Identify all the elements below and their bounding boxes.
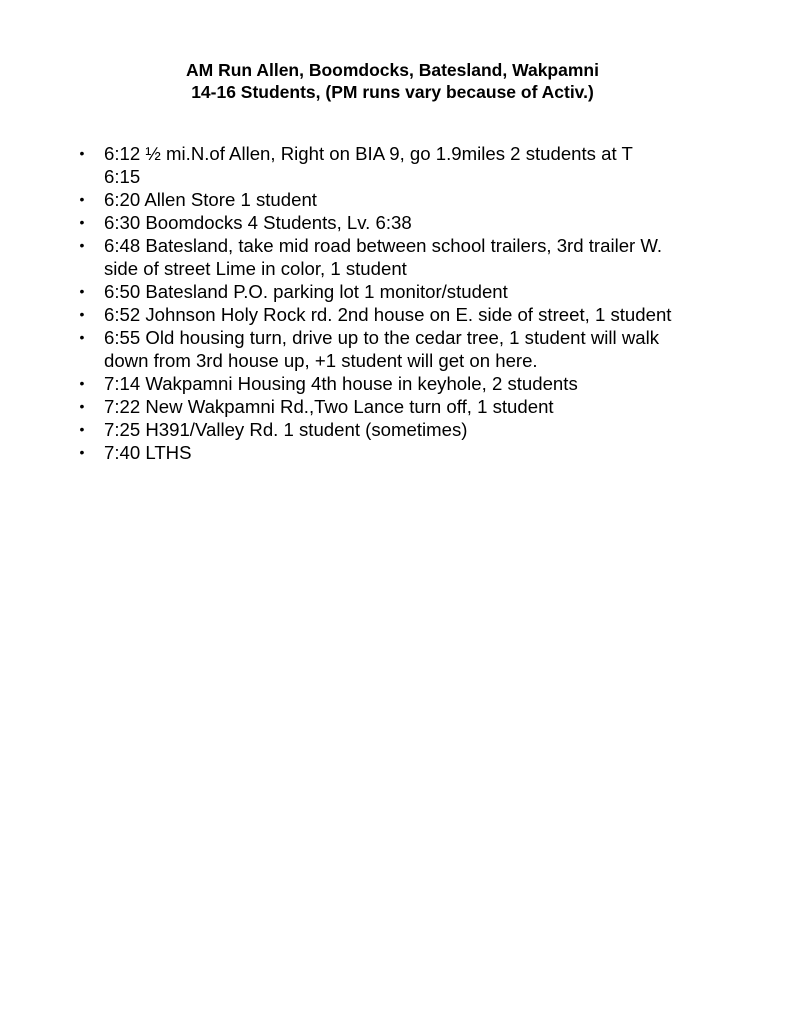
bullet-icon: • [79,444,85,460]
stop-item [0,441,801,464]
stop-text: 7:25 H391/Valley Rd. 1 student (sometimes) [104,419,468,440]
stop-item [0,326,801,372]
stop-item [0,234,801,280]
bullet-icon: • [79,145,85,161]
stop-text: down from 3rd house up, +1 student will get on here. [104,350,538,371]
bullet-icon: • [79,421,85,437]
title-line-route: AM Run Allen, Boomdocks, Batesland, Wakpamni [186,60,599,80]
bullet-icon: • [79,329,85,345]
stop-item [0,280,801,303]
stop-text: side of street Lime in color, 1 student [104,258,407,279]
stop-item [0,395,801,418]
bullet-icon: • [79,191,85,207]
stop-text: 6:30 Boomdocks 4 Students, Lv. 6:38 [104,212,412,233]
stop-item [0,418,801,441]
bullet-icon: • [79,214,85,230]
stop-text: 7:40 LTHS [104,442,192,463]
bullet-icon: • [79,375,85,391]
title-line-students: 14-16 Students, (PM runs vary because of Activ.) [191,82,594,102]
bullet-icon: • [79,398,85,414]
stop-text: 6:52 Johnson Holy Rock rd. 2nd house on E. side of street, 1 student [104,304,672,325]
stop-text: 7:14 Wakpamni Housing 4th house in keyhole, 2 students [104,373,578,394]
stop-text: 6:20 Allen Store 1 student [104,189,317,210]
stop-text: 7:22 New Wakpamni Rd.,Two Lance turn off, 1 student [104,396,554,417]
stop-item [0,303,801,326]
stop-text: 6:15 [104,166,141,187]
stop-text: 6:12 ½ mi.N.of Allen, Right on BIA 9, go 1.9miles 2 students at T [104,143,633,164]
stop-text: 6:55 Old housing turn, drive up to the cedar tree, 1 student will walk [104,327,660,348]
stops-list [0,142,801,464]
bullet-icon: • [79,237,85,253]
stop-item [0,142,801,188]
bullet-icon: • [79,306,85,322]
stop-text: 6:50 Batesland P.O. parking lot 1 monitor/student [104,281,508,302]
stop-item [0,211,801,234]
bullet-icon: • [79,283,85,299]
stop-item [0,188,801,211]
stop-item [0,372,801,395]
document-title [0,59,785,103]
stop-text: 6:48 Batesland, take mid road between school trailers, 3rd trailer W. [104,235,663,256]
